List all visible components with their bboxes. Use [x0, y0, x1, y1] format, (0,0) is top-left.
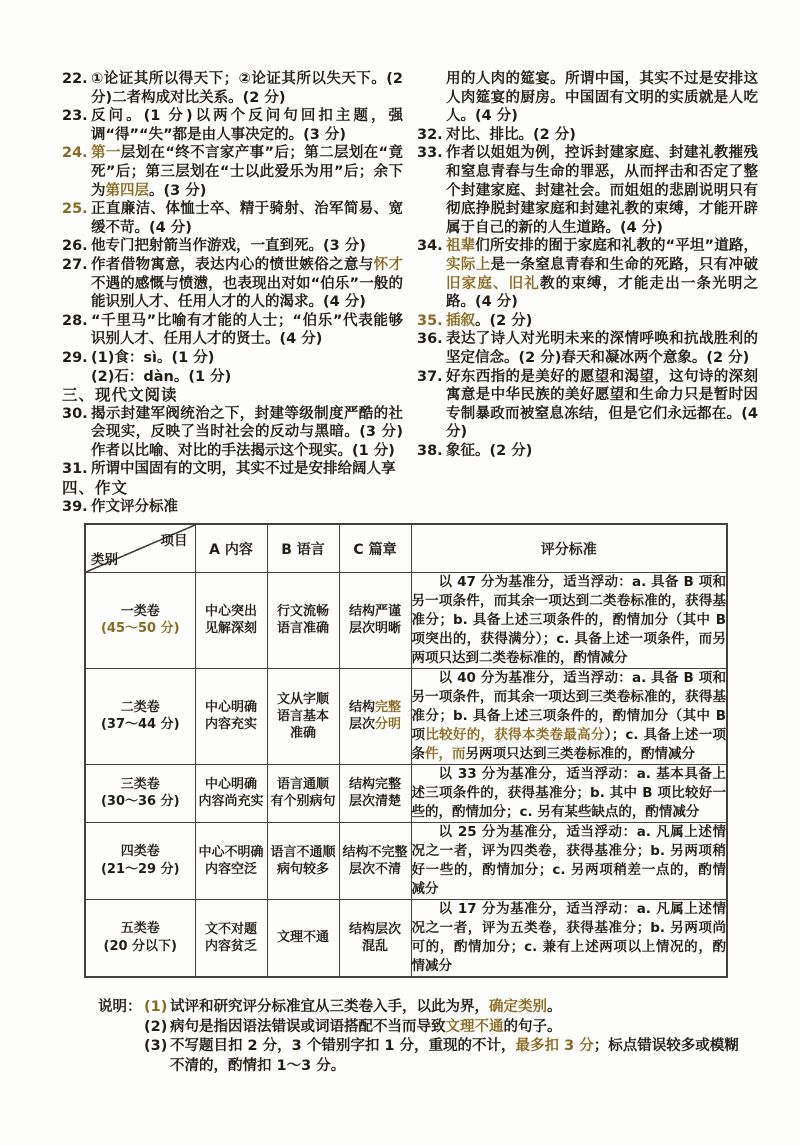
- text-segment: 语言通顺: [276, 777, 329, 793]
- text-segment: 34.: [417, 238, 443, 255]
- text-segment: 以 25 分为基准分，适当浮动：a. 凡属上述情况之一者，评为四类卷，获得基准分；b. 另两项稍好一些的，酌情加分；c. 另两项稍差一点的，酌情减分: [411, 823, 726, 897]
- answer-number: [62, 200, 88, 219]
- text-segment: 文不对题: [204, 921, 257, 937]
- text-segment: 32.: [417, 126, 443, 143]
- structure-cell: [339, 572, 411, 668]
- content-cell: [195, 764, 267, 822]
- structure-cell: [339, 822, 411, 899]
- text-segment: 对比、排比。(2 分): [446, 126, 576, 143]
- table-row: [85, 822, 727, 899]
- text-segment: 29.: [62, 349, 88, 366]
- answer-number: [417, 144, 443, 163]
- text-segment: 27.: [62, 256, 88, 273]
- answer-item: [417, 237, 758, 311]
- answer-item: [417, 70, 758, 126]
- answer-item: [62, 349, 403, 368]
- answer-text: [446, 145, 758, 235]
- text-segment: 以 47 分为基准分，适当浮动：a. 具备 B 项和另一项条件，而其余一项达到二类卷标准的，获得基准分；b. 具备上述三项条件的，酌情加分（其中 B 项突出的，获得满分）；c. 具备上述一项条件，而另两项只达到二类卷标准的，酌情减分: [411, 573, 726, 666]
- text-segment: 中心突出: [204, 604, 257, 620]
- answer-text: [446, 331, 758, 366]
- text-segment: 31.: [62, 461, 88, 478]
- language-cell: [267, 668, 339, 764]
- answer-text: [446, 369, 758, 441]
- answer-item: [62, 107, 403, 144]
- text-segment: 混乱: [361, 938, 388, 954]
- text-segment: 内容充实: [204, 717, 257, 733]
- text-segment: 28.: [62, 312, 88, 329]
- text-segment: 23.: [62, 108, 88, 125]
- answer-text: [91, 406, 403, 459]
- section-heading: [62, 386, 403, 405]
- text-segment: (2)石：dàn。(1 分): [91, 368, 232, 385]
- text-segment: 内容贫乏: [204, 938, 257, 954]
- text-segment: 结构不完整: [342, 844, 408, 860]
- language-cell: [267, 899, 339, 977]
- note-text: [170, 1019, 562, 1035]
- text-segment: 结构完整: [348, 777, 401, 793]
- text-segment: 39.: [62, 498, 88, 515]
- note-marker: [144, 1018, 167, 1038]
- text-segment: 作文评分标准: [91, 498, 178, 515]
- content-cell: [195, 822, 267, 899]
- note-text: [170, 999, 562, 1015]
- content-cell: [195, 899, 267, 977]
- answer-item: [62, 498, 403, 517]
- text-segment: 作者借物寓意，表达内心的愤世嫉俗之意与: [91, 256, 374, 273]
- text-segment: 层次明晰: [348, 621, 401, 637]
- text-segment: 层次不清: [348, 861, 401, 877]
- answer-item: [62, 312, 403, 349]
- grade-name: 一类卷: [120, 603, 160, 619]
- answer-item: [62, 237, 403, 256]
- grade-name: 二类卷: [120, 699, 160, 715]
- note-marker: [144, 1037, 167, 1057]
- text-segment: 确定类别: [489, 998, 547, 1015]
- text-segment: 作者以姐姐为例，控诉封建家庭、封建礼教摧残和窒息青春与生命的罪恶，从而抨击和否定了整个封建家庭、封建社会。而姐姐的悲剧说明只有彻底挣脱封建家庭和封建礼教的束缚，才能开辟属于自己的新的人生道路。(4 分): [446, 145, 758, 236]
- answer-text: [91, 461, 396, 477]
- structure-cell: [339, 764, 411, 822]
- notes-section: [98, 998, 746, 1077]
- essay-scoring-table: [84, 523, 728, 978]
- answer-item: [62, 460, 403, 479]
- text-segment: (1): [144, 998, 168, 1015]
- text-segment: 完整: [375, 700, 402, 716]
- text-segment: 的句子。: [503, 1018, 562, 1035]
- table-row: [85, 668, 727, 764]
- criteria-cell: [411, 668, 727, 764]
- text-segment: 用的人肉的筵宴。所谓中国，其实不过是安排这人肉筵宴的厨房。中国固有文明的实质就是人吃人。(4 分): [446, 71, 758, 125]
- answer-text: [91, 108, 403, 143]
- note-row: [98, 1037, 746, 1077]
- note-marker: [144, 998, 167, 1018]
- grade-cell: [85, 822, 195, 899]
- answers-left-column: [62, 70, 403, 516]
- text-segment: 文从字顺: [276, 691, 329, 707]
- answer-item: [417, 330, 758, 367]
- column-header-a-content: A 内容: [195, 524, 267, 572]
- answer-number: [62, 107, 88, 126]
- text-segment: 语言准确: [276, 621, 329, 637]
- text-segment: ；标点错误较多或模糊不清的，酌情扣 1～3 分。: [170, 1038, 739, 1075]
- answer-text: [91, 499, 178, 515]
- answer-number: [417, 126, 443, 145]
- text-segment: 结构层次: [348, 921, 401, 937]
- answer-number: [62, 237, 88, 256]
- grade-cell: [85, 668, 195, 764]
- answer-text: [446, 127, 576, 143]
- text-segment: 结构: [348, 700, 375, 716]
- answer-text: [91, 201, 403, 236]
- text-segment: 件，而: [425, 745, 466, 762]
- grade-cell: [85, 899, 195, 977]
- answer-text: [91, 238, 366, 254]
- answer-number: [417, 330, 443, 349]
- text-segment: ）；c. 具备上述一项条: [411, 726, 726, 762]
- table-corner-cell: [85, 524, 195, 572]
- text-segment: 不写题目扣 2 分，3 个错别字扣 1 分，重现的不计，: [170, 1038, 516, 1055]
- text-segment: 最多扣 3 分: [515, 1038, 594, 1055]
- text-segment: 以 33 分为基准分，适当浮动：a. 基本具备上述三项条件的，获得基准分；b. 其中 B 项比较好一些的，酌情加分；c. 另有某些缺点的，酌情减分: [411, 765, 726, 820]
- corner-label-project: 项目: [160, 533, 188, 550]
- text-segment: 层次清楚: [348, 794, 401, 810]
- text-segment: 他专门把射箭当作游戏，一直到死。(3 分): [91, 238, 366, 255]
- answer-number: [417, 368, 443, 387]
- text-segment: 37.: [417, 368, 443, 385]
- language-cell: [267, 572, 339, 668]
- column-header-b-language: B 语言: [267, 524, 339, 572]
- criteria-cell: [411, 822, 727, 899]
- text-segment: 语言不通顺: [270, 844, 336, 860]
- text-segment: 层划在“终不言家产事”后；第二层划在“竟死”后；第三层划在“士以此爱乐为用”后；余下为: [91, 145, 404, 199]
- answer-item: [417, 126, 758, 145]
- answer-text: [446, 313, 532, 329]
- answer-item: [417, 144, 758, 237]
- text-segment: 行文流畅: [276, 604, 329, 620]
- text-segment: 反问。(1 分)以两个反问句回扣主题，强调“得”“失”都是由人事决定的。(3 分): [91, 108, 403, 143]
- text-segment: 教的束缚，才能走出一条光明之路。(4 分): [446, 275, 759, 311]
- text-segment: 三、现代文阅读: [62, 386, 178, 405]
- content-cell: [195, 668, 267, 764]
- text-segment: 中心明确: [204, 700, 257, 716]
- criteria-cell: [411, 572, 727, 668]
- structure-cell: [339, 668, 411, 764]
- text-segment: 象征。(2 分): [446, 442, 533, 459]
- text-segment: 正直廉洁、体恤士卒、精于骑射、治军简易、宽缓不苛。(4 分): [91, 201, 403, 236]
- answer-number: [62, 312, 88, 331]
- text-segment: 35.: [417, 312, 443, 329]
- answer-item: [62, 479, 403, 498]
- grade-score-range: (20 分以下): [103, 938, 177, 954]
- text-segment: 病句较多: [276, 861, 329, 877]
- text-segment: 病句是指因语法错误或词语搭配不当而导致: [170, 1018, 446, 1035]
- grade-name: 五类卷: [120, 921, 160, 937]
- text-segment: 以 40 分为基准分，适当浮动：a. 具备 B 项和另一项条件，而其余一项达到三类卷标准的，获得基准分；b. 具备上述三项条件的，酌情加分（其中 B 项: [411, 669, 726, 743]
- column-header-criteria: 评分标准: [411, 524, 727, 572]
- text-segment: (1)食：sì。(1 分): [91, 349, 215, 366]
- text-segment: 26.: [62, 238, 88, 255]
- text-segment: 内容尚充实: [198, 794, 264, 810]
- grade-cell: [85, 764, 195, 822]
- text-segment: 祖辈: [446, 238, 476, 255]
- text-segment: 第四层: [105, 182, 149, 199]
- text-segment: 们所安排的囿于家庭和礼教的“平坦”道路，: [475, 238, 758, 255]
- answer-number: [62, 498, 88, 517]
- text-segment: “千里马”比喻有才能的人士；“伯乐”代表能够识别人才、任用人才的贤士。(4 分): [91, 312, 403, 348]
- table-row: [85, 899, 727, 977]
- text-segment: 文理不通: [445, 1018, 504, 1035]
- text-segment: 旧家庭、旧礼: [446, 275, 540, 292]
- answer-number: [62, 349, 88, 368]
- note-text: [170, 1038, 739, 1074]
- grade-score-range: (21～29 分): [100, 861, 180, 877]
- language-cell: [267, 822, 339, 899]
- text-segment: 另两项只达到三类卷标准的，酌情减分: [465, 745, 695, 762]
- content-cell: [195, 572, 267, 668]
- answer-number: [417, 312, 443, 331]
- text-segment: 插叙: [446, 312, 475, 329]
- text-segment: 试评和研究评分标准宜从三类卷入手，以此为界，: [170, 998, 489, 1015]
- text-segment: (45～50 分): [100, 621, 180, 637]
- text-segment: 24.: [62, 145, 88, 162]
- table-header-row: [85, 524, 727, 572]
- text-segment: 揭示封建军阀统治之下，封建等级制度严酷的社会现实，反映了当时社会的反动与黑暗。(3 分)作者以比喻、对比的手法揭示这个现实。(1 分): [91, 405, 403, 459]
- answer-text: [91, 257, 403, 310]
- text-segment: 中心明确: [204, 777, 257, 793]
- text-segment: 怀才: [373, 256, 403, 273]
- answer-item: [62, 144, 403, 200]
- answer-number: [62, 144, 88, 163]
- section-heading: [62, 479, 403, 498]
- answer-text: [446, 238, 758, 310]
- text-segment: (3): [144, 1038, 168, 1055]
- text-segment: 。: [547, 998, 562, 1015]
- answer-number: [62, 256, 88, 275]
- answer-item: [417, 312, 758, 331]
- text-segment: 内容空泛: [204, 861, 257, 877]
- text-segment: 结构严谨: [348, 604, 401, 620]
- answer-number: [417, 237, 443, 256]
- text-segment: 分明: [375, 717, 402, 733]
- grade-score-range: (37～44 分): [100, 717, 180, 733]
- text-segment: 22.: [62, 71, 88, 87]
- text-segment: 见解深刻: [204, 621, 257, 637]
- criteria-cell: [411, 764, 727, 822]
- answer-item: [62, 70, 403, 107]
- grade-name: 四类卷: [120, 844, 160, 860]
- answer-item: [417, 368, 758, 442]
- text-segment: 第一: [91, 145, 121, 162]
- text-segment: 四、作文: [62, 479, 129, 498]
- structure-cell: [339, 899, 411, 977]
- text-segment: 。(3 分): [149, 182, 207, 199]
- text-segment: 30.: [62, 405, 88, 422]
- text-segment: 所谓中国固有的文明，其实不过是安排给阔人享: [91, 461, 396, 478]
- text-segment: 25.: [62, 201, 88, 218]
- answer-item: [62, 200, 403, 237]
- answers-right-column: [417, 70, 758, 516]
- text-segment: 。(2 分): [475, 312, 533, 329]
- note-label: 说明：: [98, 998, 142, 1015]
- note-row: [98, 998, 746, 1018]
- grade-name: 三类卷: [120, 776, 160, 792]
- column-header-c-structure: C 篇章: [339, 524, 411, 572]
- note-row: [98, 1018, 746, 1038]
- text-segment: ①论证其所以得天下；②论证其所以失天下。(2 分)二者构成对比关系。(2 分): [91, 71, 403, 106]
- grade-score-range: [86, 620, 195, 638]
- answer-text: [91, 350, 214, 366]
- text-segment: 38.: [417, 442, 443, 459]
- text-segment: 准确: [289, 725, 316, 741]
- answer-number: [62, 460, 88, 479]
- answer-number: [62, 70, 88, 89]
- answers-section: [0, 0, 800, 516]
- answer-text: [446, 71, 758, 124]
- answer-item: [62, 405, 403, 461]
- criteria-cell: [411, 899, 727, 977]
- answer-text: [91, 145, 403, 198]
- table-row: [85, 572, 727, 668]
- grade-cell: [85, 572, 195, 668]
- answer-text: [91, 313, 403, 348]
- language-cell: [267, 764, 339, 822]
- corner-label-category: 类别: [91, 551, 118, 568]
- text-segment: (2): [144, 1018, 168, 1035]
- grade-score-range: (30～36 分): [100, 794, 180, 810]
- text-segment: 实际上: [446, 256, 491, 273]
- text-segment: 不遇的感慨与愤懑，也表现出对如“伯乐”一般的能识别人才、任用人才的人的渴求。(4 分): [91, 275, 403, 311]
- answer-text: [91, 369, 231, 385]
- answer-number: [417, 442, 443, 461]
- answer-text: [446, 443, 532, 459]
- text-segment: 33.: [417, 145, 443, 162]
- text-segment: 语言基本: [276, 708, 329, 724]
- text-segment: 文理不通: [276, 930, 329, 946]
- text-segment: 是一条窒息青春和生命的死路，只有冲破: [490, 256, 758, 273]
- text-segment: 中心不明确: [198, 844, 264, 860]
- text-segment: 36.: [417, 331, 443, 348]
- answer-text: [91, 71, 403, 106]
- text-segment: 好东西指的是美好的愿望和渴望，这句诗的深刻寓意是中华民族的美好愿望和生命力只是暂时因专制暴政而被窒息冻结，但是它们永远都在。(4 分): [446, 368, 758, 441]
- answer-item: [62, 386, 403, 405]
- answer-item: [417, 442, 758, 461]
- text-segment: 层次: [348, 717, 375, 733]
- answer-number: [62, 405, 88, 424]
- text-segment: 有个别病句: [270, 794, 336, 810]
- table-row: [85, 764, 727, 822]
- text-segment: 以 17 分为基准分，适当浮动：a. 凡属上述情况之一者，评为五类卷，获得基准分；b. 另两项尚可的，酌情加分；c. 兼有上述两项以上情况的，酌情减分: [411, 900, 726, 974]
- answer-item: [62, 256, 403, 312]
- answer-item: [62, 368, 403, 387]
- text-segment: 表达了诗人对光明未来的深情呼唤和抗战胜利的坚定信念。(2 分)春天和凝冰两个意象。(2 分): [446, 331, 758, 366]
- text-segment: 比较好的，获得本类卷最高分: [425, 726, 605, 743]
